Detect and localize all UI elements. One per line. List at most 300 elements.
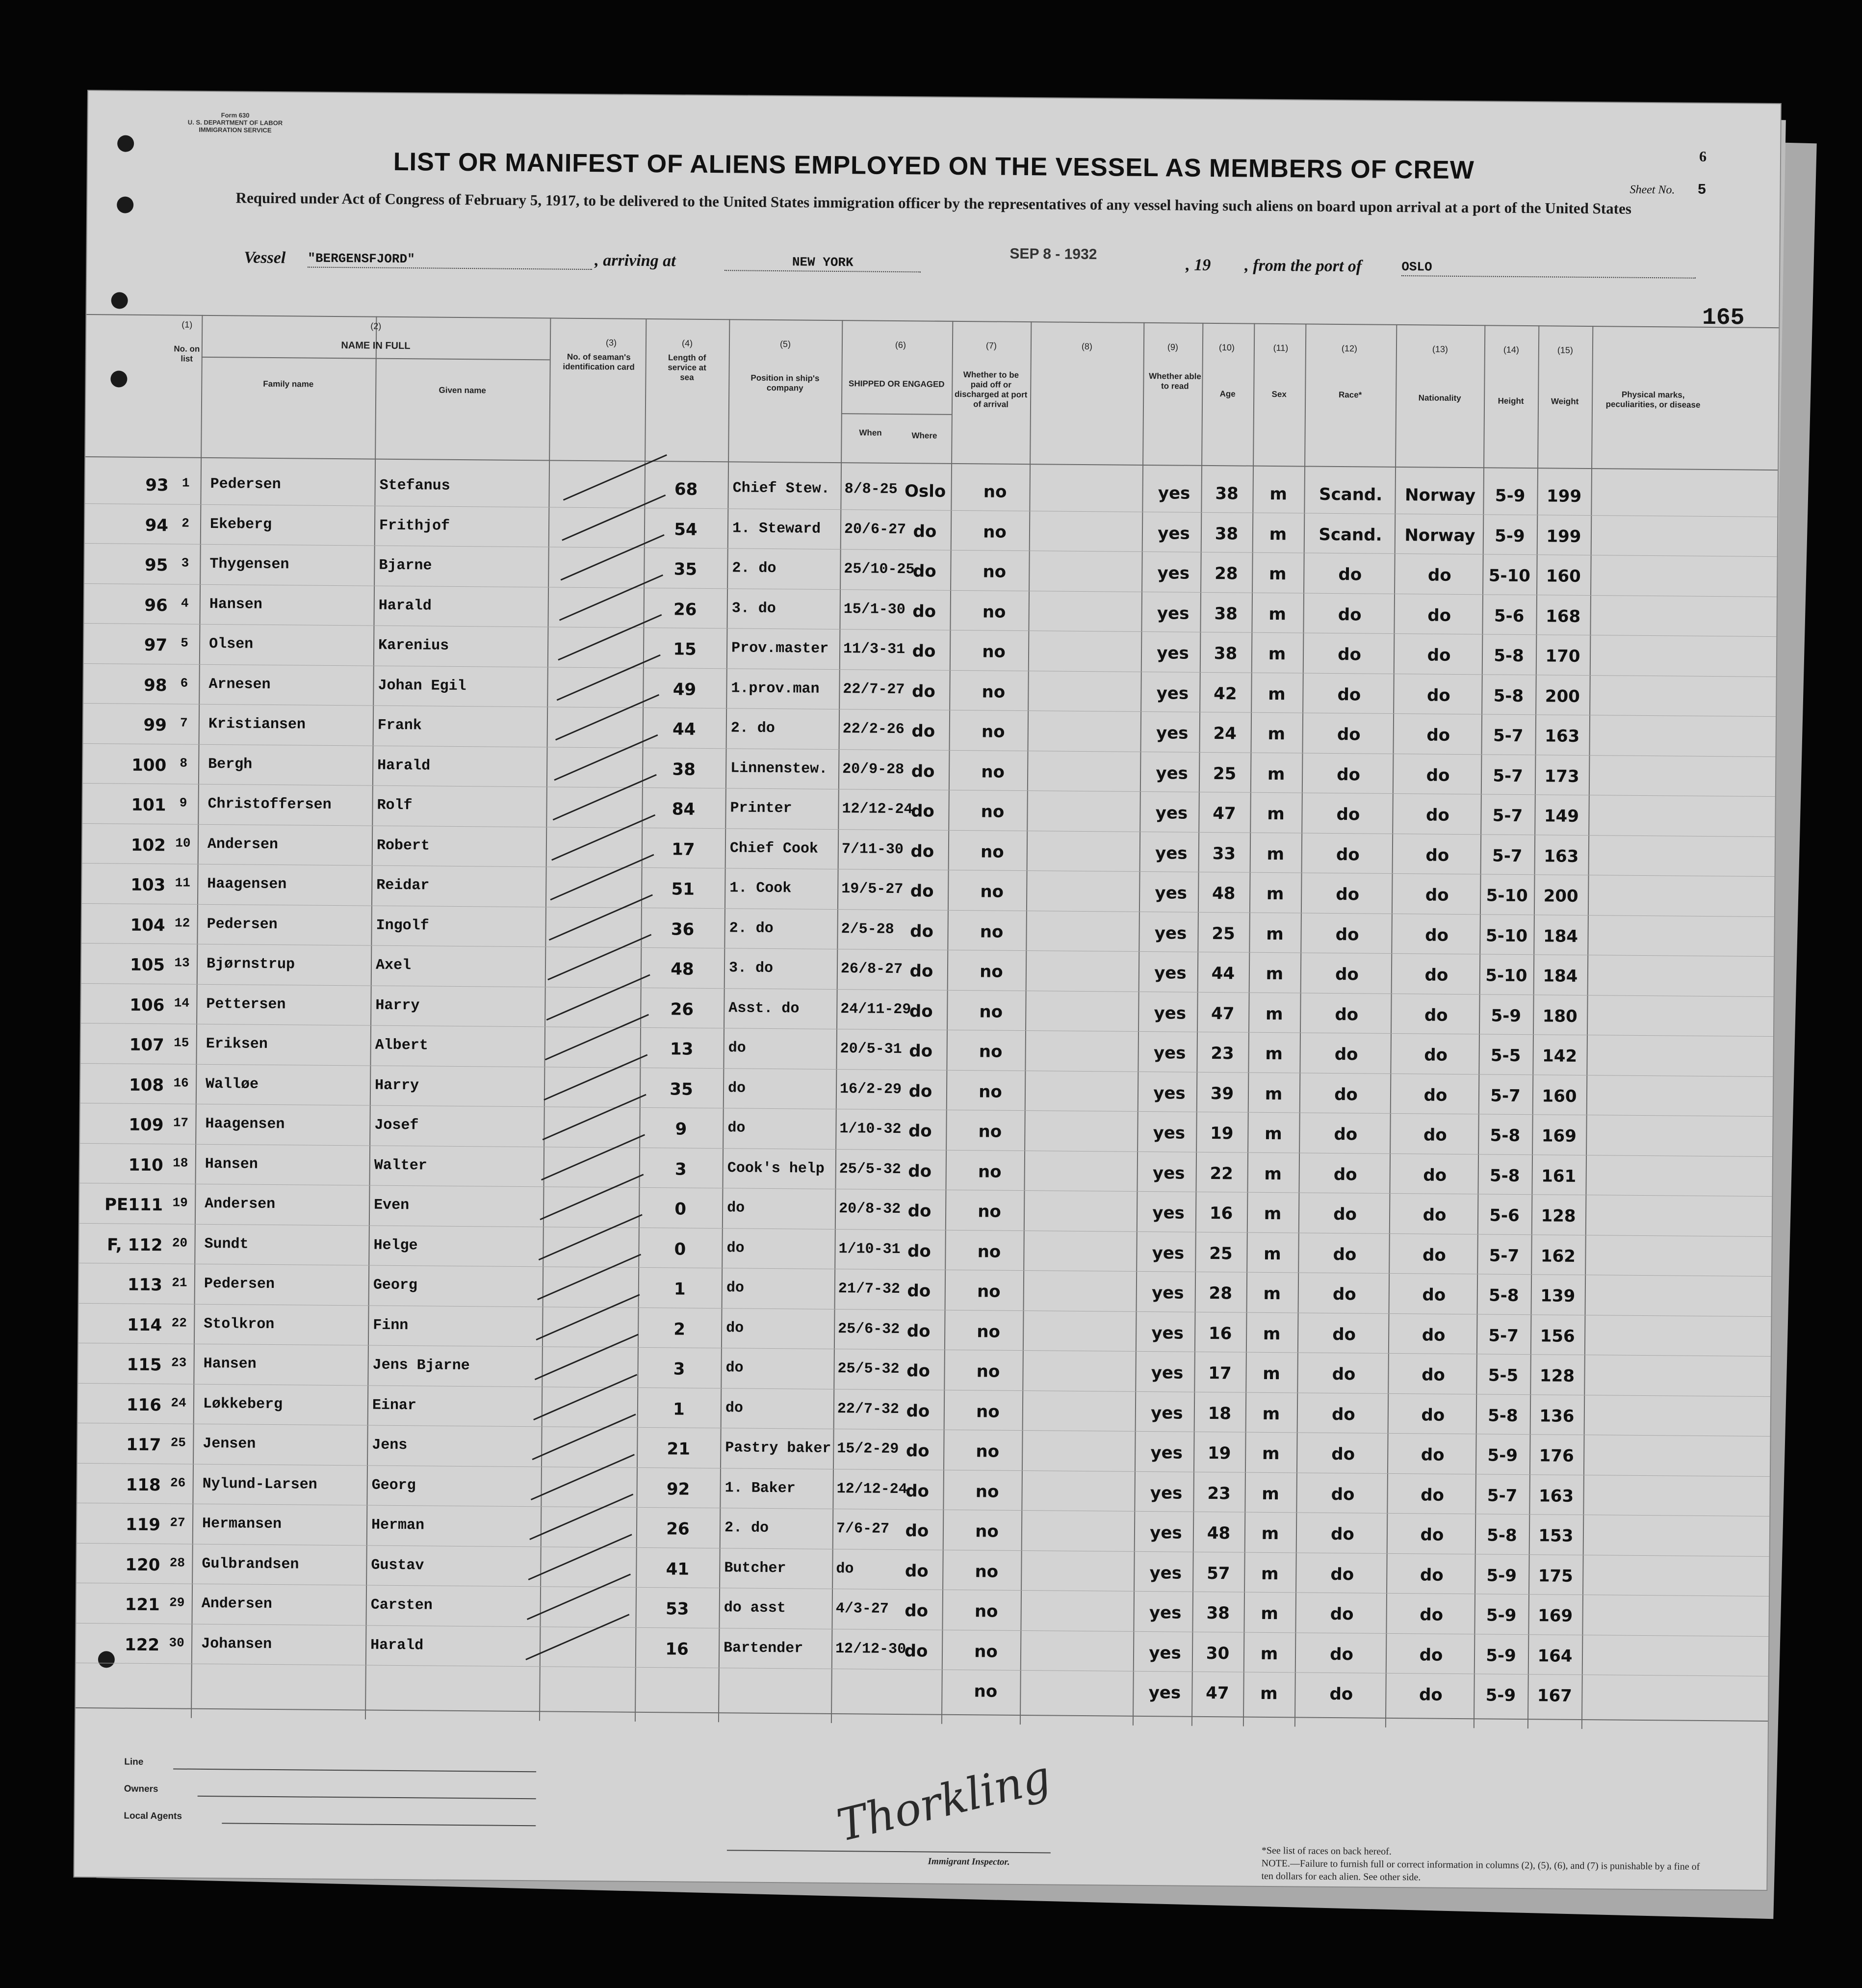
extra-row-paid: no [974, 1681, 998, 1701]
row-18-weight: 161 [1541, 1166, 1577, 1186]
row-10-paid: no [980, 841, 1004, 862]
row-7-paid: no [981, 722, 1005, 742]
row-8-given: Harald [377, 757, 431, 775]
row-12-given: Ingolf [376, 917, 429, 935]
row-5-weight: 170 [1545, 646, 1580, 666]
row-4-race: do [1338, 604, 1362, 625]
row-17-position: do [727, 1120, 746, 1137]
row-17-age: 19 [1210, 1124, 1234, 1144]
row-14-paid: no [979, 1001, 1003, 1022]
id-card-check-mark [543, 1094, 647, 1141]
row-8-paid: no [981, 761, 1005, 782]
row-29-nat: do [1420, 1605, 1444, 1625]
row-23-height: 5-5 [1488, 1365, 1519, 1386]
row-24-nat: do [1421, 1405, 1445, 1425]
row-7-read: yes [1156, 723, 1189, 743]
row-3-weight: 160 [1546, 566, 1581, 586]
year-label: , 19 [1186, 256, 1211, 274]
row-18-when: 25/5-32 [839, 1160, 901, 1178]
row-24-weight: 136 [1539, 1406, 1575, 1426]
row-7-where: do [911, 721, 935, 741]
row-27-race: do [1330, 1524, 1354, 1544]
row-12-paid: no [980, 921, 1004, 942]
row-28-when: do [836, 1560, 854, 1577]
row-24-race: do [1331, 1404, 1355, 1424]
id-card-check-mark [553, 774, 657, 821]
row-20-weight: 162 [1540, 1246, 1576, 1266]
row-29-race: do [1330, 1604, 1354, 1624]
row-15-no: 15 [174, 1035, 189, 1050]
row-12-weight: 184 [1543, 926, 1578, 946]
row-15-where: do [909, 1041, 933, 1061]
row-11-height: 5-10 [1486, 886, 1528, 906]
row-6-read: yes [1156, 683, 1189, 704]
header-where: Where [911, 431, 937, 441]
row-4-weight: 168 [1546, 606, 1581, 627]
row-11-service: 51 [671, 879, 695, 899]
header-shipped: SHIPPED OR ENGAGED [849, 379, 945, 389]
row-29-age: 38 [1206, 1603, 1230, 1623]
row-5-nat: do [1427, 645, 1451, 665]
extra-row-sex: m [1260, 1683, 1278, 1704]
row-26-given: Georg [371, 1477, 416, 1494]
row-29-sex: m [1261, 1603, 1279, 1624]
row-5-position: Prov.master [731, 640, 829, 657]
row-12-nat: do [1425, 925, 1449, 945]
row-5-family: Olsen [209, 635, 254, 653]
row-29-position: do asst [724, 1599, 786, 1617]
row-6-paid: no [982, 681, 1006, 702]
row-26-nat: do [1421, 1485, 1445, 1505]
row-29-weight: 169 [1538, 1606, 1573, 1626]
row-7-height: 5-7 [1493, 726, 1524, 746]
row-21-margin: 113 [127, 1275, 163, 1295]
row-8-service: 38 [672, 759, 696, 780]
column-number: (11) [1273, 342, 1289, 353]
row-5-height: 5-8 [1494, 646, 1524, 666]
extra-row-race: do [1329, 1684, 1353, 1704]
row-18-given: Walter [374, 1157, 427, 1174]
row-5-given: Karenius [378, 637, 449, 654]
row-15-sex: m [1265, 1044, 1283, 1064]
row-3-read: yes [1157, 563, 1190, 583]
id-card-check-mark [541, 1134, 645, 1180]
extra-row-height: 5-9 [1485, 1685, 1516, 1705]
id-card-check-mark [547, 934, 651, 981]
row-26-read: yes [1150, 1483, 1183, 1503]
row-7-no: 7 [180, 715, 188, 731]
row-27-service: 26 [666, 1519, 690, 1539]
row-6-margin: 98 [144, 675, 167, 695]
row-27-given: Herman [371, 1517, 425, 1534]
row-28-sex: m [1261, 1564, 1279, 1584]
row-2-family: Ekeberg [209, 516, 272, 533]
race-footnote [1261, 1844, 1703, 1886]
row-11-position: 1. Cook [729, 880, 792, 897]
row-14-family: Pettersen [206, 995, 286, 1013]
row-14-nat: do [1424, 1005, 1448, 1025]
row-11-family: Haagensen [207, 875, 287, 893]
header-sex: Sex [1271, 389, 1287, 399]
header-weight: Weight [1551, 396, 1579, 406]
row-4-nat: do [1427, 605, 1451, 626]
row-4-given: Harald [378, 597, 432, 615]
row-8-no: 8 [180, 756, 188, 771]
row-9-sex: m [1267, 804, 1285, 824]
id-card-check-mark [550, 854, 654, 901]
page-title: LIST OR MANIFEST OF ALIENS EMPLOYED ON THE VESSEL AS MEMBERS OF CREW [393, 147, 1475, 185]
row-8-position: Linnenstew. [730, 759, 828, 778]
row-19-margin: PE111 [104, 1195, 163, 1215]
row-9-service: 84 [672, 799, 696, 819]
row-15-margin: 107 [129, 1035, 164, 1055]
row-24-height: 5-8 [1488, 1405, 1518, 1426]
row-25-where: do [905, 1441, 930, 1461]
row-16-when: 16/2-29 [839, 1080, 902, 1098]
row-15-service: 13 [670, 1039, 694, 1059]
row-15-paid: no [979, 1042, 1003, 1062]
row-22-where: do [906, 1321, 931, 1341]
row-29-paid: no [974, 1601, 998, 1622]
row-22-margin: 114 [127, 1315, 162, 1335]
row-8-race: do [1337, 764, 1361, 785]
row-14-race: do [1335, 1004, 1359, 1024]
row-7-age: 24 [1213, 724, 1237, 744]
row-27-age: 48 [1207, 1523, 1231, 1543]
id-card-check-mark [557, 654, 661, 701]
row-16-family: Walløe [205, 1075, 259, 1093]
row-22-no: 22 [171, 1315, 187, 1331]
date-stamp: SEP 8 - 1932 [1009, 245, 1097, 263]
row-10-read: yes [1155, 843, 1188, 863]
row-19-where: do [907, 1201, 931, 1221]
row-21-given: Georg [373, 1277, 418, 1294]
row-20-position: do [726, 1239, 745, 1257]
row-13-no: 13 [174, 955, 190, 970]
punch-hole [117, 196, 133, 213]
row-17-read: yes [1153, 1123, 1186, 1143]
row-24-paid: no [976, 1401, 1000, 1422]
row-13-sex: m [1266, 964, 1284, 984]
row-13-race: do [1335, 965, 1359, 985]
row-20-race: do [1333, 1244, 1357, 1264]
row-7-race: do [1337, 725, 1361, 745]
row-17-where: do [908, 1121, 932, 1141]
row-1-service: 68 [674, 479, 698, 499]
row-22-paid: no [977, 1321, 1001, 1342]
row-2-where: do [913, 521, 937, 542]
row-12-service: 36 [671, 919, 695, 940]
manifest-table [76, 314, 1779, 1730]
row-2-service: 54 [674, 519, 698, 540]
header-given-name: Given name [439, 385, 486, 395]
row-15-when: 20/5-31 [840, 1041, 902, 1058]
row-25-no: 25 [170, 1435, 186, 1450]
from-port: OSLO [1401, 260, 1696, 279]
row-21-nat: do [1422, 1285, 1446, 1305]
row-2-read: yes [1158, 523, 1190, 544]
row-13-height: 5-10 [1485, 966, 1527, 986]
row-14-height: 5-9 [1491, 1006, 1522, 1026]
row-5-no: 5 [181, 635, 189, 651]
row-30-race: do [1330, 1644, 1354, 1664]
row-8-family: Bergh [208, 756, 253, 773]
row-26-where: do [905, 1481, 930, 1501]
column-number: (4) [681, 338, 693, 348]
row-9-family: Christoffersen [207, 795, 332, 813]
row-13-nat: do [1424, 965, 1448, 985]
row-15-read: yes [1153, 1043, 1186, 1063]
footer-rule [173, 1768, 536, 1772]
header-bottom-rule [85, 456, 1778, 471]
row-7-service: 44 [672, 719, 696, 739]
row-17-service: 9 [675, 1119, 687, 1139]
row-19-sex: m [1264, 1203, 1282, 1224]
column-number: (2) [370, 321, 382, 331]
row-28-weight: 175 [1538, 1566, 1573, 1586]
row-10-nat: do [1425, 845, 1449, 865]
column-number: (10) [1218, 342, 1235, 353]
row-13-family: Bjørnstrup [206, 955, 295, 973]
row-25-position: Pastry baker [725, 1439, 831, 1457]
row-4-family: Hansen [209, 596, 262, 613]
row-15-height: 5-5 [1490, 1046, 1521, 1066]
row-10-weight: 163 [1544, 846, 1579, 866]
row-24-read: yes [1151, 1403, 1183, 1423]
row-3-where: do [912, 561, 936, 581]
row-7-sex: m [1267, 724, 1286, 744]
row-23-age: 17 [1208, 1363, 1232, 1384]
row-26-when: 12/12-24 [836, 1480, 907, 1498]
row-15-given: Albert [375, 1037, 428, 1054]
id-card-check-mark [536, 1294, 640, 1340]
row-25-when: 15/2-29 [837, 1440, 899, 1458]
row-17-sex: m [1265, 1124, 1282, 1144]
row-20-height: 5-7 [1489, 1246, 1520, 1266]
race-note: *See list of races on back hereof. [1261, 1845, 1392, 1857]
row-4-when: 15/1-30 [843, 601, 905, 618]
row-18-no: 18 [173, 1155, 188, 1171]
footer-line-label: Line [124, 1756, 144, 1767]
row-10-no: 10 [175, 835, 191, 851]
row-27-family: Hermansen [202, 1515, 282, 1533]
column-number: (3) [605, 338, 617, 348]
row-3-position: 2. do [732, 560, 776, 577]
row-22-given: Finn [373, 1317, 409, 1334]
row-19-height: 5-6 [1489, 1205, 1520, 1226]
row-22-service: 2 [673, 1319, 686, 1339]
row-24-family: Løkkeberg [203, 1395, 283, 1413]
row-4-where: do [912, 601, 936, 622]
row-8-weight: 173 [1544, 766, 1579, 786]
row-25-read: yes [1150, 1443, 1183, 1463]
department: U. S. DEPARTMENT OF LABOR [187, 118, 283, 127]
row-27-margin: 119 [125, 1515, 161, 1535]
row-29-when: 4/3-27 [835, 1600, 889, 1618]
row-11-sex: m [1266, 884, 1284, 904]
row-11-given: Reidar [376, 877, 430, 894]
form-identifier [147, 111, 323, 134]
row-21-when: 21/7-32 [838, 1281, 901, 1298]
header-paid-off: Whether to be paid off or discharged at port of arrival [954, 370, 1028, 409]
row-25-margin: 117 [126, 1435, 161, 1455]
vessel-line [146, 246, 1710, 288]
id-card-check-mark [543, 1054, 647, 1100]
row-8-margin: 100 [131, 755, 167, 775]
header-family-name: Family name [263, 379, 314, 389]
row-18-height: 5-8 [1489, 1166, 1520, 1186]
row-2-race: Scand. [1319, 524, 1382, 545]
row-7-when: 22/2-26 [842, 721, 905, 738]
row-19-no: 19 [172, 1195, 188, 1210]
extra-row-weight: 167 [1537, 1686, 1573, 1706]
row-18-sex: m [1264, 1164, 1282, 1184]
row-5-service: 15 [673, 639, 697, 659]
row-19-service: 0 [674, 1199, 687, 1219]
row-3-no: 3 [181, 555, 189, 571]
row-18-position: Cook's help [727, 1159, 825, 1177]
row-13-where: do [909, 961, 933, 981]
row-6-given: Johan Egil [378, 677, 466, 695]
row-25-sex: m [1262, 1443, 1280, 1464]
table-top-rule [86, 314, 1779, 328]
id-card-check-mark [558, 614, 662, 661]
row-12-when: 2/5-28 [841, 920, 894, 938]
row-3-nat: do [1427, 565, 1451, 585]
column-number: (14) [1503, 344, 1520, 355]
row-28-service: 41 [666, 1559, 690, 1579]
row-28-nat: do [1420, 1565, 1444, 1585]
row-30-where: do [904, 1641, 928, 1661]
row-19-when: 20/8-32 [839, 1201, 901, 1218]
row-2-position: 1. Steward [732, 520, 821, 538]
row-12-no: 12 [174, 915, 190, 931]
row-9-where: do [911, 801, 935, 821]
row-23-no: 23 [171, 1355, 187, 1370]
id-card-check-mark [537, 1254, 641, 1300]
row-19-read: yes [1152, 1203, 1185, 1223]
row-22-race: do [1332, 1324, 1356, 1344]
column-number: (15) [1557, 345, 1574, 355]
row-20-no: 20 [172, 1235, 188, 1251]
column-number: (5) [779, 339, 791, 349]
row-18-family: Hansen [205, 1155, 258, 1173]
row-7-nat: do [1426, 725, 1450, 745]
row-25-family: Jensen [203, 1435, 256, 1453]
row-21-height: 5-8 [1488, 1285, 1519, 1306]
row-3-service: 35 [673, 559, 698, 579]
row-27-weight: 153 [1538, 1526, 1574, 1546]
row-27-no: 27 [170, 1515, 185, 1530]
row-23-when: 25/5-32 [837, 1360, 900, 1378]
row-16-margin: 108 [129, 1075, 164, 1095]
row-19-nat: do [1422, 1205, 1447, 1225]
row-1-height: 5-9 [1495, 486, 1526, 506]
row-15-weight: 142 [1542, 1046, 1578, 1066]
row-30-service: 16 [665, 1639, 689, 1659]
row-18-age: 22 [1210, 1163, 1234, 1183]
row-18-paid: no [978, 1161, 1002, 1182]
row-2-nat: Norway [1404, 525, 1475, 546]
row-3-given: Bjarne [379, 557, 432, 575]
row-29-where: do [905, 1601, 929, 1621]
row-4-margin: 96 [144, 595, 168, 615]
row-4-age: 38 [1214, 603, 1238, 624]
row-27-sex: m [1261, 1523, 1279, 1544]
row-26-paid: no [975, 1481, 999, 1502]
row-28-given: Gustav [371, 1557, 424, 1574]
row-30-when: 12/12-30 [835, 1640, 906, 1658]
row-27-nat: do [1420, 1525, 1444, 1545]
row-13-when: 26/8-27 [840, 961, 903, 978]
row-30-no: 30 [169, 1635, 184, 1650]
row-30-age: 30 [1206, 1643, 1230, 1663]
row-23-position: do [725, 1360, 744, 1377]
row-1-where: Oslo [904, 481, 946, 501]
row-5-paid: no [982, 642, 1006, 662]
id-card-check-mark [551, 814, 655, 861]
row-9-when: 12/12-24 [842, 801, 913, 818]
row-14-age: 47 [1211, 1003, 1235, 1023]
punch-hole [111, 292, 128, 309]
row-9-height: 5-7 [1492, 806, 1523, 826]
row-23-given: Jens Bjarne [372, 1357, 470, 1375]
row-29-family: Andersen [201, 1595, 272, 1613]
header-height: Height [1498, 396, 1524, 406]
row-23-paid: no [976, 1361, 1000, 1382]
row-4-service: 26 [673, 599, 697, 620]
row-28-age: 57 [1207, 1563, 1230, 1583]
row-16-nat: do [1423, 1085, 1448, 1105]
row-17-race: do [1334, 1125, 1358, 1145]
service: IMMIGRATION SERVICE [199, 126, 272, 134]
row-8-read: yes [1156, 763, 1189, 784]
row-22-family: Stolkron [204, 1315, 275, 1333]
vessel-name: "BERGENSFJORD" [308, 251, 592, 270]
row-30-paid: no [974, 1641, 998, 1662]
row-12-family: Pedersen [207, 916, 278, 933]
row-17-no: 17 [173, 1115, 189, 1130]
row-28-read: yes [1149, 1563, 1182, 1583]
row-13-read: yes [1154, 963, 1187, 983]
row-11-when: 19/5-27 [841, 881, 904, 898]
row-23-sex: m [1263, 1363, 1280, 1384]
row-10-position: Chief Cook [729, 839, 819, 858]
row-7-weight: 163 [1545, 726, 1580, 746]
row-8-when: 20/9-28 [842, 760, 905, 778]
row-22-sex: m [1263, 1324, 1281, 1344]
row-24-position: do [725, 1399, 744, 1417]
row-9-no: 9 [179, 795, 187, 811]
row-4-read: yes [1157, 603, 1190, 624]
row-10-race: do [1336, 844, 1360, 864]
row-26-position: 1. Baker [724, 1479, 796, 1497]
row-3-sex: m [1268, 564, 1287, 584]
row-27-position: 2. do [724, 1519, 769, 1537]
header-id-card: No. of seaman's identification card [563, 352, 635, 372]
shipped-subheader-rule [841, 413, 952, 415]
row-24-age: 18 [1208, 1403, 1232, 1423]
row-21-race: do [1332, 1284, 1356, 1305]
row-12-where: do [910, 921, 934, 942]
row-18-where: do [908, 1161, 932, 1181]
row-3-paid: no [983, 562, 1007, 582]
row-10-age: 33 [1212, 843, 1236, 863]
row-25-race: do [1331, 1444, 1355, 1465]
row-19-race: do [1333, 1204, 1357, 1225]
row-24-no: 24 [171, 1395, 186, 1411]
row-17-when: 1/10-32 [839, 1121, 902, 1138]
